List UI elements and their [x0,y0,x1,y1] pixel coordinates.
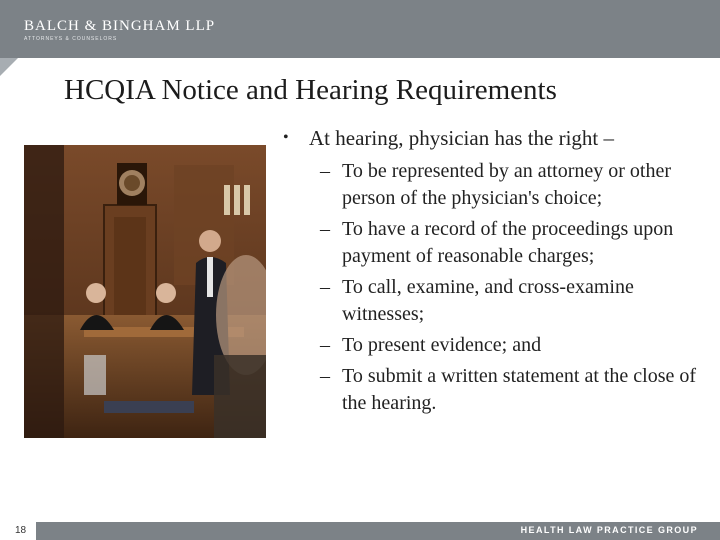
header-bar [0,0,720,58]
courtroom-photo [24,145,266,438]
sub-bullet [283,274,697,328]
bullet-glyph: • [283,129,289,146]
dash-glyph: – [320,160,330,182]
firm-logo-text: BALCH & BINGHAM LLP [24,18,216,34]
dash-glyph: – [320,334,330,356]
sub-bullet [283,363,697,417]
page-number-box [0,522,36,540]
sub-bullet [283,216,697,270]
dash-glyph: – [320,218,330,240]
main-bullet [283,124,703,152]
dash-glyph: – [320,276,330,298]
sub-bullet-text: To have a record of the proceedings upon payment of reasonable charges; [342,218,674,267]
sub-bullet [283,158,697,212]
bullet-list [283,124,703,421]
practice-group-label: HEALTH LAW PRACTICE GROUP [520,525,698,535]
sub-bullet-text: To be represented by an attorney or other person of the physician's choice; [342,160,672,209]
slide-title: HCQIA Notice and Hearing Requirements [64,74,557,106]
firm-subtitle: ATTORNEYS & COUNSELORS [24,36,118,42]
sub-bullet-text: To submit a written statement at the close of the hearing. [342,365,697,414]
main-bullet-text: At hearing, physician has the right – [309,126,615,150]
footer-bar [0,522,720,540]
page-number: 18 [15,525,27,536]
header-fold-decoration [0,58,18,76]
sub-bullet-text: To call, examine, and cross-examine witnesses; [342,276,634,325]
sub-bullet-list [283,158,703,417]
sub-bullet [283,332,697,359]
dash-glyph: – [320,365,330,387]
sub-bullet-text: To present evidence; and [342,334,542,356]
